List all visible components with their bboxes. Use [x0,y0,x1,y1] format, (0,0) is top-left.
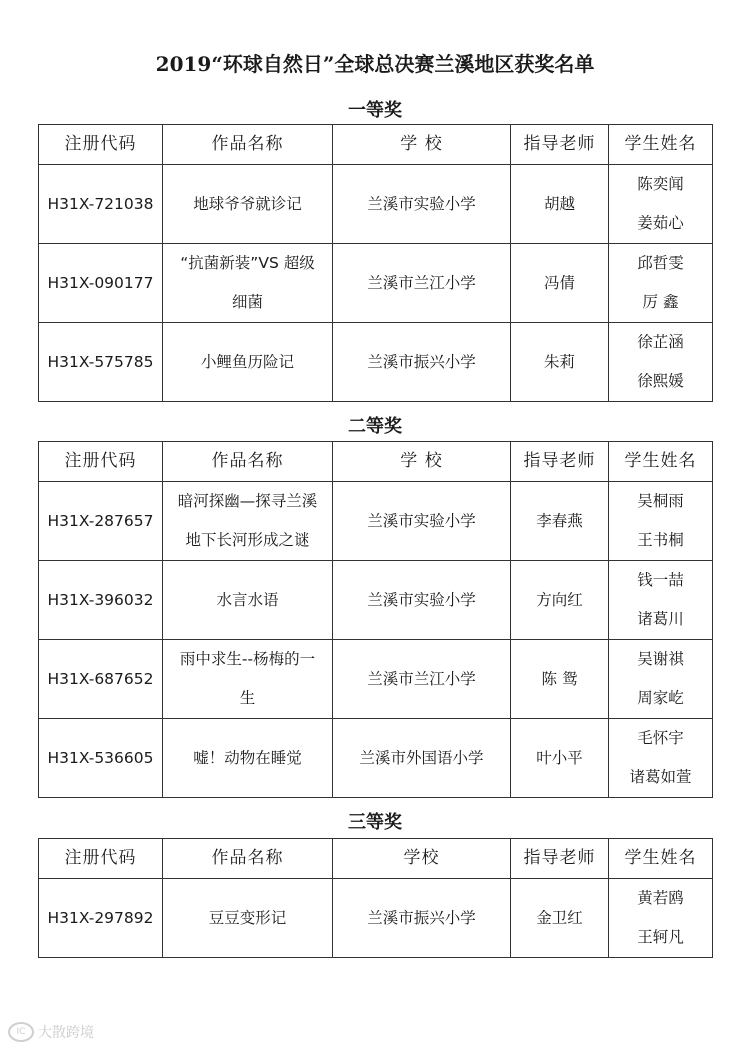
cell-teacher: 陈 鸳 [511,640,609,719]
section-title-first: 一等奖 [348,100,402,121]
cell-teacher: 朱莉 [511,323,609,402]
cell-code: H31X-687652 [39,640,163,719]
cell-students [609,719,713,798]
student-name: 黄若鸥 [637,889,684,907]
header-students: 学生姓名 [609,839,713,879]
header-school: 学 校 [333,125,511,165]
cell-code: H31X-721038 [39,165,163,244]
section-title-third: 三等奖 [348,812,402,833]
cell-work: 地球爷爷就诊记 [163,165,333,244]
table-row [39,640,713,719]
table-row [39,165,713,244]
student-name: 吴桐雨 [637,492,684,510]
cell-code: H31X-287657 [39,482,163,561]
student-name: 诸葛川 [637,610,684,628]
table-row [39,719,713,798]
student-name: 周家屹 [637,689,684,707]
cell-work: 雨中求生--杨梅的一生 [163,640,333,719]
student-name: 徐熙媛 [637,372,684,390]
section-title-second: 二等奖 [348,416,402,437]
header-teacher: 指导老师 [511,839,609,879]
cell-school: 兰溪市兰江小学 [333,244,511,323]
header-code: 注册代码 [39,125,163,165]
cell-teacher: 冯倩 [511,244,609,323]
student-name: 姜茹心 [637,214,684,232]
cell-students [609,244,713,323]
header-code: 注册代码 [39,839,163,879]
student-name: 邱哲雯 [637,254,684,272]
table-row [39,879,713,958]
header-school: 学 校 [333,442,511,482]
cell-work: 小鲤鱼历险记 [163,323,333,402]
page-title: 2019“环球自然日”全球总决赛兰溪地区获奖名单 [155,52,595,76]
table-row [39,561,713,640]
cell-work: 豆豆变形记 [163,879,333,958]
cell-school: 兰溪市振兴小学 [333,879,511,958]
cell-students [609,640,713,719]
cell-teacher: 金卫红 [511,879,609,958]
cell-school: 兰溪市实验小学 [333,561,511,640]
watermark-logo-icon: IC [8,1022,34,1042]
award-table-second [38,441,713,798]
header-code: 注册代码 [39,442,163,482]
cell-school: 兰溪市振兴小学 [333,323,511,402]
cell-school: 兰溪市实验小学 [333,165,511,244]
cell-work: 水言水语 [163,561,333,640]
cell-code: H31X-536605 [39,719,163,798]
cell-teacher: 叶小平 [511,719,609,798]
table-row [39,482,713,561]
cell-students [609,165,713,244]
cell-code: H31X-090177 [39,244,163,323]
table-header-row [39,125,713,165]
header-work: 作品名称 [163,839,333,879]
cell-code: H31X-297892 [39,879,163,958]
student-name: 诸葛如萱 [629,768,692,786]
cell-students [609,482,713,561]
student-name: 徐芷涵 [637,333,684,351]
cell-code: H31X-396032 [39,561,163,640]
cell-school: 兰溪市兰江小学 [333,640,511,719]
award-table-third [38,838,713,958]
header-work: 作品名称 [163,125,333,165]
table-header-row [39,442,713,482]
cell-students [609,323,713,402]
header-students: 学生姓名 [609,125,713,165]
header-teacher: 指导老师 [511,125,609,165]
cell-teacher: 李春燕 [511,482,609,561]
student-name: 吴谢祺 [637,650,684,668]
cell-teacher: 胡越 [511,165,609,244]
cell-work: “抗菌新装”VS 超级细菌 [163,244,333,323]
student-name: 王书桐 [637,531,684,549]
cell-work: 嘘！动物在睡觉 [163,719,333,798]
cell-code: H31X-575785 [39,323,163,402]
student-name: 厉 鑫 [642,293,679,311]
header-students: 学生姓名 [609,442,713,482]
cell-school: 兰溪市外国语小学 [333,719,511,798]
cell-students [609,879,713,958]
cell-school: 兰溪市实验小学 [333,482,511,561]
award-table-first [38,124,713,402]
student-name: 毛怀宇 [637,729,684,747]
table-row [39,244,713,323]
student-name: 王轲凡 [637,928,684,946]
header-teacher: 指导老师 [511,442,609,482]
header-work: 作品名称 [163,442,333,482]
table-row [39,323,713,402]
watermark [8,1022,94,1042]
student-name: 钱一喆 [637,571,684,589]
header-school: 学校 [333,839,511,879]
watermark-text: 大散跨境 [38,1025,94,1041]
student-name: 陈奕闻 [637,175,684,193]
cell-work: 暗河探幽—探寻兰溪地下长河形成之谜 [163,482,333,561]
cell-teacher: 方向红 [511,561,609,640]
cell-students [609,561,713,640]
table-header-row [39,839,713,879]
